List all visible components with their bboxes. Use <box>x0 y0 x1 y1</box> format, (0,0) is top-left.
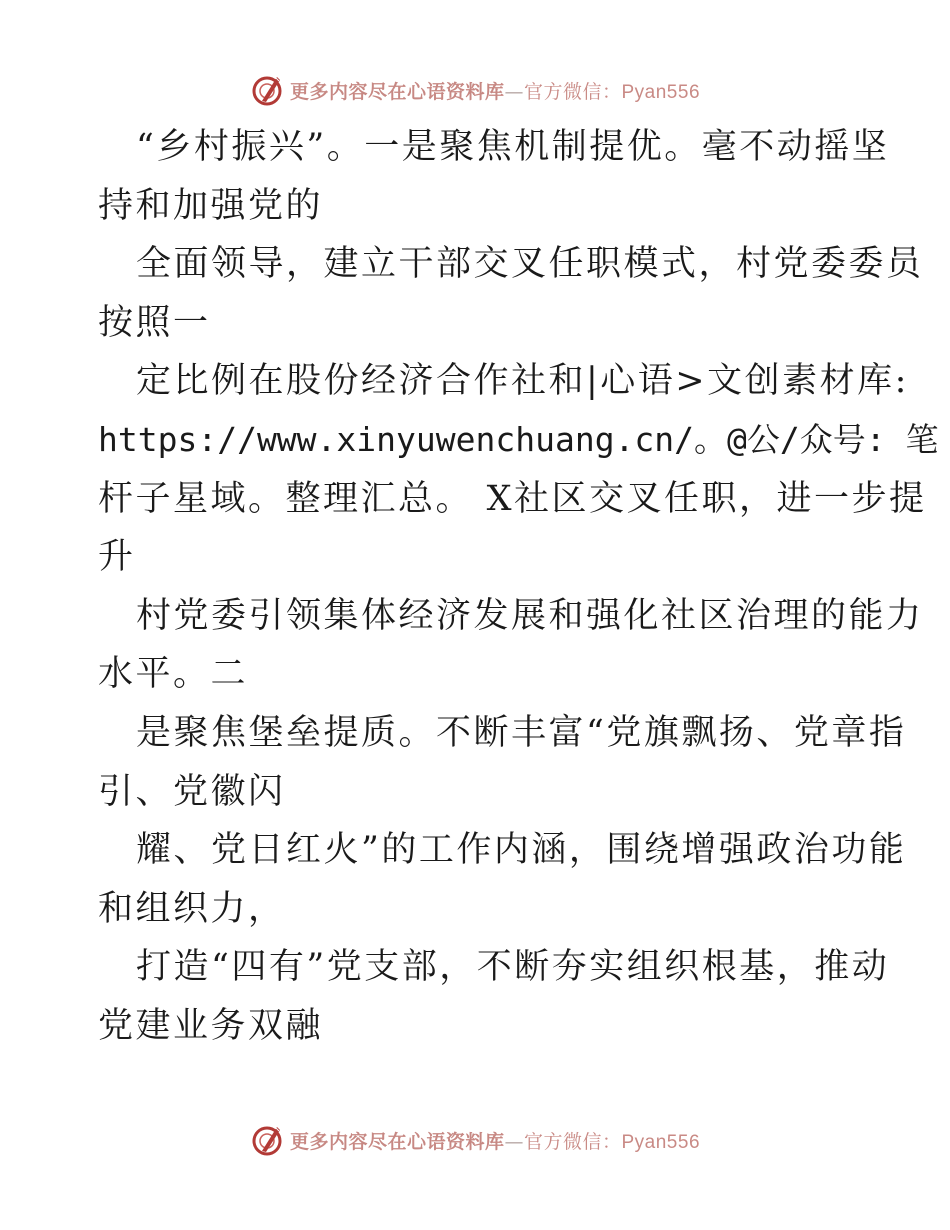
header-brand-text: 更多内容尽在心语资料库 <box>289 80 505 103</box>
footer-wechat-label: 官方微信： <box>523 1130 622 1153</box>
body-line: 按照一 <box>98 302 211 343</box>
body-line: 打造“四有”党支部，不断夯实组织根基，推动 <box>136 947 890 988</box>
body-line: 和组织力， <box>98 888 286 929</box>
body-line: 持和加强党的 <box>98 185 324 226</box>
header-separator: — <box>504 80 524 103</box>
body-line: 全面领导，建立干部交叉任职模式，村党委委员 <box>136 244 924 285</box>
header-banner <box>0 70 950 110</box>
footer-brand-text: 更多内容尽在心语资料库 <box>289 1130 505 1153</box>
body-line: 村党委引领集体经济发展和强化社区治理的能力 <box>136 595 924 636</box>
header-wechat-id: Pyan556 <box>621 81 701 103</box>
body-line-url: https://www.xinyuwenchuang.cn/。@公/众号: 笔 <box>98 419 939 459</box>
body-line: 是聚焦堡垒提质。不断丰富“党旗飘扬、党章指 <box>136 712 907 753</box>
document-body <box>98 118 939 1056</box>
body-line: 水平。二 <box>98 654 249 695</box>
body-line: 杆子星域。整理汇总。 X社区交叉任职，进一步提 <box>98 478 927 519</box>
pen-nib-logo-icon <box>250 73 284 107</box>
footer-banner <box>0 1120 950 1160</box>
footer-wechat-id: Pyan556 <box>621 1131 701 1153</box>
pen-nib-logo-icon <box>250 1123 284 1157</box>
footer-banner-text <box>290 1127 700 1154</box>
footer-separator: — <box>504 1130 524 1153</box>
body-line: 耀、党日红火”的工作内涵，围绕增强政治功能 <box>136 830 907 871</box>
header-wechat-label: 官方微信： <box>523 80 622 103</box>
body-line: “乡村振兴”。一是聚焦机制提优。毫不动摇坚 <box>136 127 890 167</box>
body-line: 引、党徽闪 <box>98 771 286 812</box>
header-banner-text <box>290 77 700 104</box>
body-line: 升 <box>98 537 136 578</box>
body-line: 党建业务双融 <box>98 1005 324 1046</box>
body-line: 定比例在股份经济合作社和|心语>文创素材库: <box>136 361 909 402</box>
